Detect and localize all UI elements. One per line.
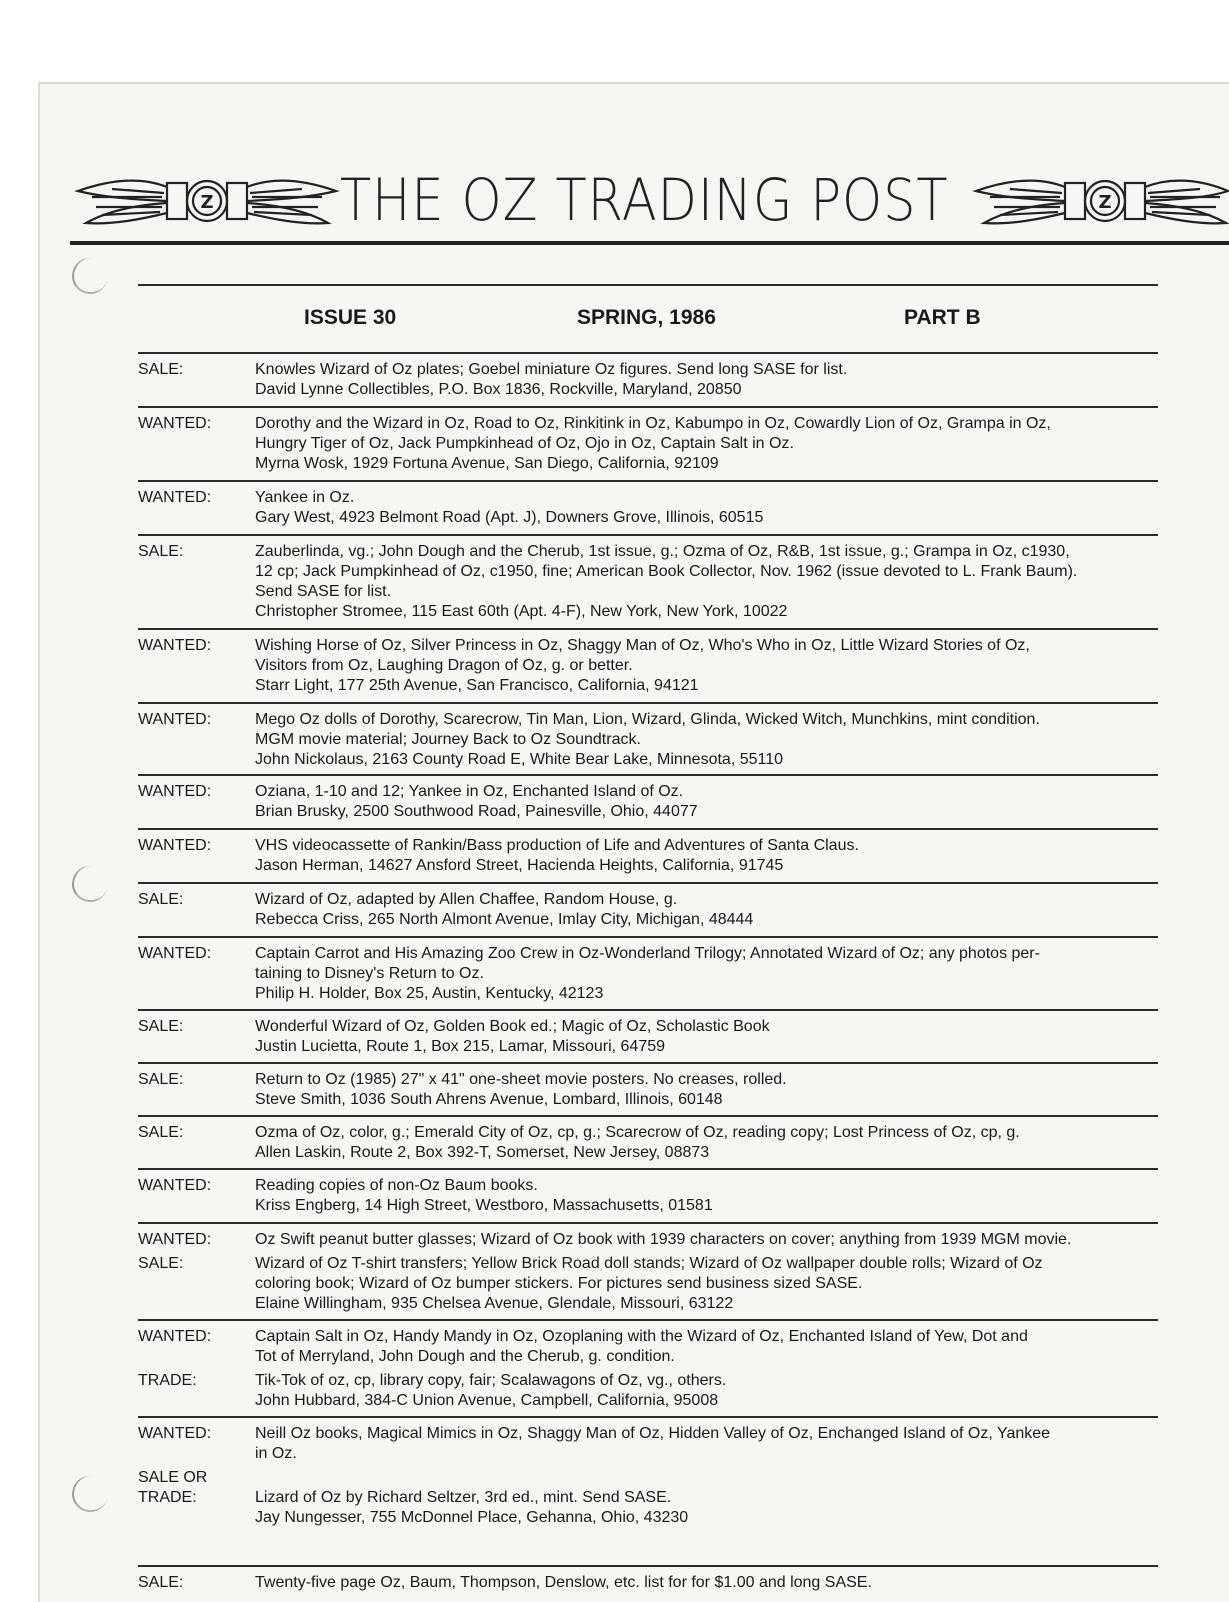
listing-line: David Lynne Collectibles, P.O. Box 1836, Rockville, Maryland, 20850: [255, 381, 742, 398]
listing-line: Allen Laskin, Route 2, Box 392-T, Somerset, New Jersey, 08873: [255, 1144, 710, 1161]
listing-type: WANTED:: [138, 783, 212, 800]
divider-rule: [138, 352, 1158, 354]
classified-entry: [138, 414, 1160, 474]
listing-type: SALE OR TRADE:: [138, 1469, 208, 1506]
listing-line: Wizard of Oz T-shirt transfers; Yellow Brick Road doll stands; Wizard of Oz wallpaper double rolls; Wizard of Oz: [255, 1255, 1043, 1272]
classified-entry: [138, 1070, 1160, 1110]
divider-rule: [138, 1222, 1158, 1224]
classified-entry: [138, 1123, 1160, 1163]
listing-line: VHS videocassette of Rankin/Bass production of Life and Adventures of Santa Claus.: [255, 837, 859, 854]
listing-line: Lizard of Oz by Richard Seltzer, 3rd ed., mint. Send SASE.: [255, 1489, 672, 1506]
listing-text: [255, 1017, 1160, 1057]
listing-text: [255, 1424, 1160, 1464]
listing-type: WANTED:: [138, 415, 212, 432]
listing-text: [255, 1230, 1160, 1250]
listing-row: [138, 1424, 1160, 1464]
listing-type: SALE:: [138, 361, 184, 378]
listing-line: Brian Brusky, 2500 Southwood Road, Painesville, Ohio, 44077: [255, 803, 698, 820]
listing-line: Knowles Wizard of Oz plates; Goebel miniature Oz figures. Send long SASE for list.: [255, 361, 848, 378]
issue-part: PART B: [904, 306, 981, 329]
divider-rule: [138, 480, 1158, 482]
issue-season: SPRING, 1986: [577, 306, 716, 329]
divider-rule: [138, 1416, 1158, 1418]
masthead-rule: [70, 241, 1229, 245]
classified-entry: [138, 542, 1160, 622]
listing-line: Neill Oz books, Magical Mimics in Oz, Shaggy Man of Oz, Hidden Valley of Oz, Enchanged Island of Oz, Yankee: [255, 1425, 1051, 1442]
listing-row: [138, 782, 1160, 822]
listing-text: [255, 836, 1160, 876]
listing-text: [255, 782, 1160, 822]
winged-oz-emblem-icon: [970, 167, 1229, 237]
listing-row: [138, 1230, 1160, 1250]
issue-number: ISSUE 30: [304, 306, 397, 329]
divider-rule: [138, 774, 1158, 776]
listing-text: [255, 1468, 1160, 1528]
listing-row: [138, 1573, 1160, 1593]
listing-line: Zauberlinda, vg.; John Dough and the Cherub, 1st issue, g.; Ozma of Oz, R&B, 1st issue, g.; Grampa in Oz, c1930,: [255, 543, 1070, 560]
divider-rule: [138, 702, 1158, 704]
listing-line: Tik-Tok of oz, cp, library copy, fair; Scalawagons of Oz, vg., others.: [255, 1372, 727, 1389]
listing-type: WANTED:: [138, 1328, 212, 1345]
divider-rule: [138, 1319, 1158, 1321]
listing-row: [138, 488, 1160, 528]
listing-line: Jason Herman, 14627 Ansford Street, Hacienda Heights, California, 91745: [255, 857, 784, 874]
listing-text: [255, 1371, 1160, 1411]
listing-type: SALE:: [138, 1124, 184, 1141]
divider-rule: [138, 1062, 1158, 1064]
masthead: [70, 165, 1229, 250]
listing-row: [138, 1327, 1160, 1367]
listing-row: [138, 1070, 1160, 1110]
listing-type: SALE:: [138, 891, 184, 908]
listing-line: Ozma of Oz, color, g.; Emerald City of Oz, cp, g.; Scarecrow of Oz, reading copy; Lost Princess of Oz, cp, g.: [255, 1124, 1020, 1141]
listing-line: Send SASE for list.: [255, 583, 392, 600]
issue-header: [0, 306, 1229, 336]
listing-text: [255, 360, 1160, 400]
listing-row: [138, 1176, 1160, 1216]
listing-type: WANTED:: [138, 1231, 212, 1248]
divider-rule: [138, 1168, 1158, 1170]
listing-text: [255, 1070, 1160, 1110]
listing-line: Kriss Engberg, 14 High Street, Westboro, Massachusetts, 01581: [255, 1197, 713, 1214]
listing-text: [255, 1176, 1160, 1216]
listing-line: in Oz.: [255, 1445, 297, 1462]
listing-row: [138, 710, 1160, 770]
classified-entry: [138, 1230, 1160, 1314]
listing-line: Wishing Horse of Oz, Silver Princess in Oz, Shaggy Man of Oz, Who's Who in Oz, Little Wizard Stories of Oz,: [255, 637, 1030, 654]
listing-type: TRADE:: [138, 1372, 197, 1389]
classified-entry: [138, 890, 1160, 930]
listing-row: [138, 1254, 1160, 1314]
listing-text: [255, 542, 1160, 622]
classified-entry: [138, 836, 1160, 876]
listing-type: WANTED:: [138, 1177, 212, 1194]
divider-rule: [138, 882, 1158, 884]
listing-line: coloring book; Wizard of Oz bumper stickers. For pictures send business sized SASE.: [255, 1275, 863, 1292]
divider-rule: [138, 628, 1158, 630]
listing-row: [138, 360, 1160, 400]
listing-line: Justin Lucietta, Route 1, Box 215, Lamar, Missouri, 64759: [255, 1038, 666, 1055]
listing-type: WANTED:: [138, 837, 212, 854]
classified-entry: [138, 710, 1160, 770]
listing-line: MGM movie material; Journey Back to Oz Soundtrack.: [255, 731, 641, 748]
divider-rule: [138, 406, 1158, 408]
listing-line: Mego Oz dolls of Dorothy, Scarecrow, Tin Man, Lion, Wizard, Glinda, Wicked Witch, Munchkins, mint condition.: [255, 711, 1040, 728]
listing-line: Jay Nungesser, 755 McDonnel Place, Gehanna, Ohio, 43230: [255, 1509, 689, 1526]
classified-entry: [138, 1176, 1160, 1216]
listing-line: John Hubbard, 384-C Union Avenue, Campbell, California, 95008: [255, 1392, 719, 1409]
classified-entry: [138, 360, 1160, 400]
listing-line: Wonderful Wizard of Oz, Golden Book ed.; Magic of Oz, Scholastic Book: [255, 1018, 770, 1035]
listing-line: Hungry Tiger of Oz, Jack Pumpkinhead of Oz, Ojo in Oz, Captain Salt in Oz.: [255, 435, 794, 452]
listing-line: Reading copies of non-Oz Baum books.: [255, 1177, 538, 1194]
listing-type: SALE:: [138, 1018, 184, 1035]
listing-text: [255, 488, 1160, 528]
listing-type: SALE:: [138, 1574, 184, 1591]
listing-row: [138, 1123, 1160, 1163]
listing-row: [138, 1468, 1160, 1528]
listing-line: Tot of Merryland, John Dough and the Cherub, g. condition.: [255, 1348, 675, 1365]
listing-text: [255, 1123, 1160, 1163]
divider-rule: [138, 534, 1158, 536]
listing-line: Captain Salt in Oz, Handy Mandy in Oz, Ozoplaning with the Wizard of Oz, Enchanted Island of Yew, Dot and: [255, 1328, 1028, 1345]
listing-line: Return to Oz (1985) 27" x 41" one-sheet movie posters. No creases, rolled.: [255, 1071, 787, 1088]
listing-type: SALE:: [138, 543, 184, 560]
listing-text: [255, 1327, 1160, 1367]
listing-row: [138, 836, 1160, 876]
listing-row: [138, 890, 1160, 930]
classified-entry: [138, 1327, 1160, 1411]
listing-row: [138, 944, 1160, 1004]
listing-row: [138, 1371, 1160, 1411]
listing-type: SALE:: [138, 1071, 184, 1088]
listing-type: WANTED:: [138, 637, 212, 654]
divider-rule: [138, 828, 1158, 830]
listing-line: Visitors from Oz, Laughing Dragon of Oz, g. or better.: [255, 657, 633, 674]
listing-row: [138, 414, 1160, 474]
listing-line: Captain Carrot and His Amazing Zoo Crew in Oz-Wonderland Trilogy; Annotated Wizard of Oz; any photos per-: [255, 945, 1040, 962]
listing-text: [255, 414, 1160, 474]
winged-oz-emblem-icon: [72, 167, 342, 237]
listing-line: Gary West, 4923 Belmont Road (Apt. J), Downers Grove, Illinois, 60515: [255, 509, 764, 526]
listing-line: Yankee in Oz.: [255, 489, 355, 506]
listing-row: [138, 542, 1160, 622]
listing-line: Christopher Stromee, 115 East 60th (Apt. 4-F), New York, New York, 10022: [255, 603, 788, 620]
listing-line: John Nickolaus, 2163 County Road E, White Bear Lake, Minnesota, 55110: [255, 751, 784, 768]
divider-rule: [138, 1565, 1158, 1567]
listing-line: Twenty-five page Oz, Baum, Thompson, Denslow, etc. list for for $1.00 and long SASE.: [255, 1574, 872, 1591]
classified-entry: [138, 782, 1160, 822]
listing-line: Oziana, 1-10 and 12; Yankee in Oz, Enchanted Island of Oz.: [255, 783, 684, 800]
classified-entry: [138, 944, 1160, 1004]
divider-rule: [138, 1009, 1158, 1011]
listing-line: taining to Disney's Return to Oz.: [255, 965, 484, 982]
divider-rule: [138, 284, 1158, 286]
masthead-title: THE OZ TRADING POST: [340, 166, 949, 234]
listing-text: [255, 1573, 1160, 1593]
listing-line: Dorothy and the Wizard in Oz, Road to Oz, Rinkitink in Oz, Kabumpo in Oz, Cowardly Lion of Oz, Grampa in Oz,: [255, 415, 1051, 432]
listing-line: Wizard of Oz, adapted by Allen Chaffee, Random House, g.: [255, 891, 678, 908]
listing-type: WANTED:: [138, 489, 212, 506]
listing-line: Rebecca Criss, 265 North Almont Avenue, Imlay City, Michigan, 48444: [255, 911, 754, 928]
listing-text: [255, 944, 1160, 1004]
listing-line: 12 cp; Jack Pumpkinhead of Oz, c1950, fine; American Book Collector, Nov. 1962 (issue devoted to L. Frank Baum).: [255, 563, 1078, 580]
listing-text: [255, 636, 1160, 696]
classified-entry: [138, 488, 1160, 528]
listing-line: Elaine Willingham, 935 Chelsea Avenue, Glendale, Missouri, 63122: [255, 1295, 734, 1312]
listing-line: Steve Smith, 1036 South Ahrens Avenue, Lombard, Illinois, 60148: [255, 1091, 723, 1108]
listing-row: [138, 1017, 1160, 1057]
listing-text: [255, 1254, 1160, 1314]
listing-type: WANTED:: [138, 711, 212, 728]
divider-rule: [138, 1115, 1158, 1117]
classified-entry: [138, 636, 1160, 696]
svg-text:Z: Z: [1098, 192, 1112, 213]
listing-line: Starr Light, 177 25th Avenue, San Francisco, California, 94121: [255, 677, 699, 694]
svg-text:Z: Z: [200, 192, 214, 213]
classified-entry: [138, 1424, 1160, 1528]
listing-line: Myrna Wosk, 1929 Fortuna Avenue, San Diego, California, 92109: [255, 455, 719, 472]
listing-text: [255, 890, 1160, 930]
listing-type: WANTED:: [138, 1425, 212, 1442]
listing-line: Oz Swift peanut butter glasses; Wizard of Oz book with 1939 characters on cover; anything from 1939 MGM movie.: [255, 1231, 1072, 1248]
listing-line: Philip H. Holder, Box 25, Austin, Kentucky, 42123: [255, 985, 604, 1002]
listing-text: [255, 710, 1160, 770]
classified-entry: [138, 1017, 1160, 1057]
divider-rule: [138, 936, 1158, 938]
listing-type: WANTED:: [138, 945, 212, 962]
listing-type: SALE:: [138, 1255, 184, 1272]
classified-entry: [138, 1573, 1160, 1593]
listing-line: [255, 1468, 1160, 1488]
listing-row: [138, 636, 1160, 696]
